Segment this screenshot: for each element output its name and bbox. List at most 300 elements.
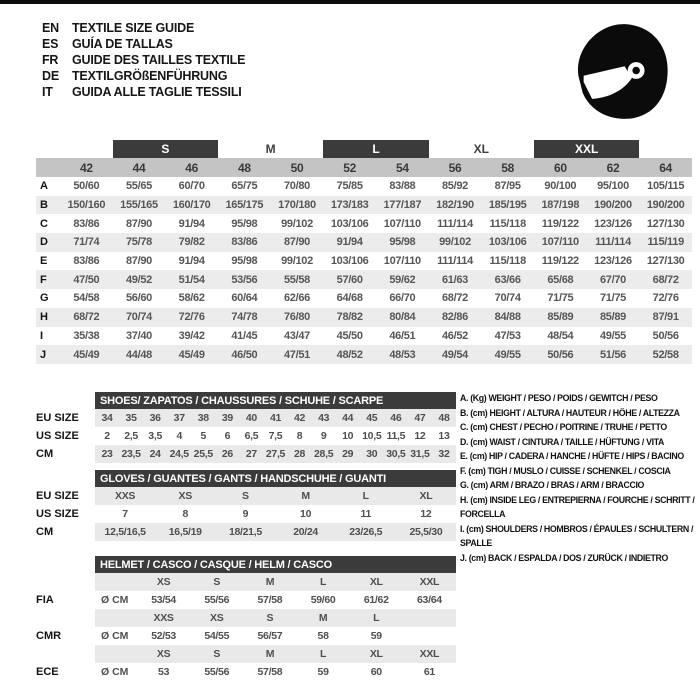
shoes-cm-row — [95, 445, 456, 463]
measure-value: 107/110 — [383, 255, 421, 268]
language-title-list — [42, 20, 245, 100]
size-number: 54 — [395, 160, 409, 175]
size-number: 44 — [132, 160, 146, 175]
measure-value: 103/106 — [330, 217, 369, 230]
table-row-j — [36, 345, 692, 364]
measure-value: 83/88 — [389, 180, 416, 193]
measure-value: 47/50 — [73, 273, 100, 286]
shoe-cm-size: 27 — [245, 448, 257, 460]
measure-value: 99/102 — [439, 236, 471, 249]
measure-value: 54/58 — [73, 292, 100, 305]
measure-value: 48/54 — [547, 329, 574, 342]
measure-value: 70/80 — [283, 180, 310, 193]
shoe-eu-size: 40 — [245, 412, 257, 424]
measure-value: 41/45 — [231, 329, 258, 342]
measure-value: 95/98 — [389, 236, 416, 249]
measure-value: 61/63 — [441, 273, 468, 286]
measure-value: 91/94 — [178, 255, 205, 268]
measure-value: 155/165 — [120, 199, 158, 212]
glove-us-size: 8 — [182, 508, 189, 520]
measure-value: 150/160 — [67, 199, 106, 212]
measure-value: 79/82 — [178, 236, 205, 249]
measure-value: 71/74 — [73, 236, 100, 249]
measure-value: 123/126 — [594, 217, 632, 230]
glove-cm-size: 25,5/30 — [409, 526, 443, 538]
measure-value: 70/74 — [494, 292, 521, 305]
helmet-size-label: M — [265, 648, 275, 660]
helmet-size-value: 61 — [423, 666, 435, 678]
size-group-l: L — [323, 140, 428, 158]
top-border — [0, 0, 700, 4]
measure-value: 95/100 — [597, 180, 629, 193]
glove-cm-size: 12,5/16,5 — [104, 526, 146, 538]
measure-value: 127/130 — [646, 255, 685, 268]
shoe-eu-size: 48 — [438, 412, 450, 424]
lang-title: GUIDA ALLE TAGLIE TESSILI — [72, 85, 242, 99]
measure-value: 85/92 — [441, 180, 468, 193]
legend-item-thigh: F. (cm) TIGH / MUSLO / CUISSE / SCHENKEL / COSCIA — [460, 465, 671, 476]
measure-value: 71/75 — [547, 292, 574, 305]
size-group-xl: XL — [473, 142, 489, 156]
measure-value: 59/62 — [389, 273, 416, 286]
measure-value: 78/82 — [336, 311, 363, 324]
measure-value: 87/90 — [125, 217, 152, 230]
legend-item-weight: A. (Kg) WEIGHT / PESO / POIDS / GEWITCH / PESO — [460, 393, 658, 403]
shoes-us-row — [95, 427, 456, 445]
shoe-cm-size: 30 — [366, 448, 378, 460]
row-letter: J — [40, 348, 47, 361]
helmet-size-label: L — [373, 612, 380, 624]
glove-eu-size: S — [242, 490, 249, 502]
glove-eu-size: XXS — [115, 490, 136, 502]
row-label-fia: FIA — [36, 594, 54, 606]
lang-code: DE — [42, 69, 59, 83]
measure-value: 64/68 — [336, 292, 363, 305]
legend-item-height: B. (cm) HEIGHT / ALTURA / HAUTEUR / HÖHE / ALTEZZA — [460, 407, 680, 418]
size-number: 42 — [79, 160, 93, 175]
size-number: 56 — [448, 160, 462, 175]
measure-value: 85/89 — [547, 311, 574, 324]
size-number: 58 — [501, 160, 515, 175]
shoe-us-size: 13 — [438, 430, 450, 442]
size-group-m: M — [265, 142, 276, 156]
measure-value: 50/56 — [652, 329, 679, 342]
legend-item-arm: G. (cm) ARM / BRAZO / BRAS / ARM / BRACCIO — [460, 480, 645, 490]
measure-value: 115/118 — [489, 217, 526, 230]
gloves-table-title: GLOVES / GUANTES / GANTS / HANDSCHUHE / GUANTI — [95, 470, 456, 487]
helmet-size-label: XS — [156, 648, 171, 660]
measure-value: 49/55 — [599, 329, 626, 342]
shoe-eu-size: 38 — [197, 412, 209, 424]
measurement-legend — [460, 391, 696, 565]
measure-value: 62/66 — [283, 292, 310, 305]
measure-value: 48/52 — [336, 348, 363, 361]
measure-value: 51/56 — [599, 348, 626, 361]
shoe-eu-size: 37 — [173, 412, 185, 424]
measure-value: 68/72 — [652, 273, 679, 286]
legend-item-hip: E. (cm) HIP / CADERA / HANCHE / HÜFTE / HIPS / BACINO — [460, 451, 684, 461]
measure-value: 50/60 — [73, 180, 100, 193]
shoe-eu-size: 36 — [149, 412, 161, 424]
shoe-cm-size: 26 — [221, 448, 233, 460]
measure-value: 185/195 — [488, 199, 527, 212]
measure-value: 60/64 — [231, 292, 258, 305]
measure-value: 99/102 — [281, 217, 313, 230]
glove-us-size: 10 — [300, 508, 312, 520]
shoe-cm-size: 28,5 — [314, 448, 334, 460]
legend-item-waist: D. (cm) WAIST / CINTURA / TAILLE / HÜFTUNG / VITA — [460, 436, 665, 447]
helmet-size-value: 59/60 — [310, 594, 336, 606]
shoe-cm-size: 25,5 — [193, 448, 213, 460]
shoe-cm-size: 30,5 — [386, 448, 406, 460]
helmet-ece-values-row — [95, 663, 456, 681]
shoe-us-size: 2,5 — [124, 430, 138, 442]
measure-value: 95/98 — [231, 255, 258, 268]
shoe-eu-size: 47 — [414, 412, 426, 424]
row-letter: E — [40, 255, 48, 268]
measure-value: 115/119 — [647, 236, 684, 249]
glove-us-size: 11 — [360, 508, 371, 520]
glove-us-size: 7 — [122, 508, 128, 520]
legend-item-inside-leg: H. (cm) INSIDE LEG / ENTREPIERNA / FOURCHE / SCHRITT / FORCELLA — [460, 494, 695, 519]
row-label-cm: CM — [36, 526, 54, 538]
measure-value: 87/90 — [283, 236, 310, 249]
measure-value: 57/60 — [336, 273, 363, 286]
measure-value: 49/55 — [494, 348, 521, 361]
helmet-size-table — [36, 556, 456, 681]
size-number: 64 — [659, 160, 673, 175]
lang-row-fr — [42, 52, 245, 68]
shoe-eu-size: 39 — [221, 412, 233, 424]
glove-eu-size: M — [301, 490, 310, 502]
lang-title: GUIDE DES TAILLES TEXTILE — [72, 53, 246, 67]
helmet-size-label: M — [318, 612, 328, 624]
lang-row-de — [42, 68, 245, 84]
shoe-us-size: 8 — [296, 430, 303, 442]
measure-value: 119/122 — [541, 255, 579, 268]
measure-value: 44/48 — [125, 348, 152, 361]
measure-value: 75/85 — [336, 180, 363, 193]
measure-value: 45/50 — [336, 329, 363, 342]
helmet-size-value: 60 — [370, 666, 382, 678]
shoe-eu-size: 46 — [390, 412, 402, 424]
helmet-size-value: 54/55 — [204, 630, 230, 642]
measure-value: 35/38 — [73, 329, 100, 342]
shoe-cm-size: 32 — [438, 448, 450, 460]
measure-value: 48/53 — [389, 348, 416, 361]
legend-item-shoulders: I. (cm) SHOULDERS / HOMBROS / ÉPAULES / SCHULTERN / SPALLE — [460, 523, 694, 548]
shoe-us-size: 2 — [104, 430, 110, 442]
glove-us-size: 9 — [242, 508, 249, 520]
measure-value: 75/78 — [125, 236, 152, 249]
measure-value: 65/68 — [547, 273, 574, 286]
measure-value: 119/122 — [541, 217, 579, 230]
measure-value: 187/198 — [541, 199, 580, 212]
size-group-header-row — [36, 140, 692, 158]
helmet-cmr-values-row — [95, 627, 456, 645]
shoe-us-size: 10 — [342, 430, 354, 442]
racing-helmet-icon — [570, 18, 675, 123]
textile-size-table — [36, 140, 692, 364]
shoe-cm-size: 23 — [101, 448, 113, 460]
helmet-size-label: S — [213, 648, 221, 660]
shoe-eu-size: 42 — [294, 412, 306, 424]
measure-value: 85/89 — [599, 311, 626, 324]
measure-value: 37/40 — [125, 329, 152, 342]
shoe-cm-size: 24,5 — [169, 448, 189, 460]
measure-value: 49/52 — [125, 273, 152, 286]
helmet-cmr-sizes-row — [95, 609, 456, 627]
size-number: 46 — [185, 160, 199, 175]
glove-eu-size: XL — [419, 490, 433, 502]
lang-code: ES — [42, 37, 59, 51]
gloves-us-row — [95, 505, 456, 523]
measure-value: 55/58 — [283, 273, 310, 286]
diameter-cm-label: Ø CM — [101, 630, 129, 642]
shoe-us-size: 11,5 — [386, 430, 406, 442]
shoe-eu-size: 41 — [269, 412, 282, 424]
diameter-cm-label: Ø CM — [101, 666, 129, 678]
helmet-size-value: 53/54 — [151, 594, 176, 606]
helmet-size-value: 55/56 — [204, 594, 230, 606]
measure-value: 46/51 — [389, 329, 416, 342]
helmet-size-value: 55/56 — [204, 666, 230, 678]
helmet-size-value: 56/57 — [257, 630, 283, 642]
row-letter: A — [40, 180, 48, 193]
shoe-us-size: 9 — [320, 430, 327, 442]
measure-value: 103/106 — [488, 236, 527, 249]
measure-value: 82/86 — [441, 311, 468, 324]
row-label-us-size: US SIZE — [36, 508, 79, 520]
lang-row-es — [42, 36, 245, 52]
glove-cm-size: 18/21,5 — [228, 526, 262, 538]
measure-value: 76/80 — [283, 311, 310, 324]
shoe-cm-size: 31,5 — [410, 448, 430, 460]
spacer — [36, 556, 95, 573]
measure-value: 46/52 — [441, 329, 468, 342]
glove-cm-size: 23/26,5 — [349, 526, 383, 538]
measure-value: 45/49 — [178, 348, 205, 361]
measure-value: 123/126 — [594, 255, 632, 268]
measure-value: 170/180 — [278, 199, 316, 212]
measure-value: 111/114 — [437, 217, 473, 230]
row-letter: G — [40, 292, 49, 305]
row-letter: I — [40, 329, 44, 342]
measure-value: 111/114 — [437, 255, 473, 268]
shoe-cm-size: 23,5 — [121, 448, 141, 460]
measure-value: 68/72 — [441, 292, 468, 305]
shoes-size-table — [36, 392, 456, 463]
measure-value: 72/76 — [652, 292, 679, 305]
table-row-d — [36, 233, 692, 252]
helmet-size-value: 57/58 — [257, 666, 283, 678]
helmet-size-label: S — [213, 576, 221, 588]
helmet-size-label: M — [265, 576, 275, 588]
measure-value: 47/53 — [494, 329, 521, 342]
shoe-cm-size: 28 — [294, 448, 306, 460]
lang-title: TEXTILGRÖßENFÜHRUNG — [72, 69, 228, 83]
table-row-b — [36, 196, 692, 215]
measure-value: 127/130 — [646, 217, 685, 230]
measure-value: 190/200 — [646, 199, 685, 212]
helmet-size-value: 57/58 — [257, 594, 283, 606]
shoe-us-size: 10,5 — [362, 430, 382, 442]
size-number: 50 — [290, 160, 304, 175]
shoe-us-size: 5 — [200, 430, 207, 442]
measure-value: 52/58 — [652, 348, 679, 361]
size-number: 48 — [237, 160, 251, 175]
numeric-sizes-row — [36, 158, 692, 177]
measure-value: 90/100 — [544, 180, 577, 193]
measure-value: 177/187 — [383, 199, 422, 212]
gloves-eu-row — [95, 487, 456, 505]
measure-value: 68/72 — [73, 311, 100, 324]
lang-title: GUÍA DE TALLAS — [72, 37, 173, 51]
measure-value: 83/86 — [73, 217, 100, 230]
spacer — [36, 609, 95, 627]
legend-item-back: J. (cm) BACK / ESPALDA / DOS / ZURÜCK / INDIETRO — [460, 552, 669, 563]
measure-value: 65/75 — [231, 180, 258, 193]
row-letter: B — [40, 199, 48, 212]
spacer — [36, 392, 95, 409]
table-row-f — [36, 270, 692, 289]
helmet-size-label: XL — [369, 576, 383, 588]
size-number: 62 — [606, 160, 620, 175]
measure-value: 115/118 — [489, 255, 526, 268]
glove-us-size: 12 — [420, 508, 432, 520]
lang-code: FR — [42, 53, 59, 67]
gloves-cm-row — [95, 523, 456, 541]
legend-item-chest: C. (cm) CHEST / PECHO / POITRINE / TRUHE / PETTO — [460, 422, 667, 432]
helmet-size-label: S — [266, 612, 274, 624]
glove-cm-size: 16,5/19 — [168, 526, 202, 538]
row-label-cmr: CMR — [36, 630, 62, 642]
measure-value: 84/88 — [494, 311, 521, 324]
helmet-size-label: XXL — [419, 576, 440, 588]
size-number: 60 — [553, 160, 567, 175]
measure-value: 66/70 — [389, 292, 416, 305]
lang-row-en — [42, 20, 245, 36]
row-letter: F — [40, 273, 47, 286]
measure-value: 182/190 — [436, 199, 474, 212]
spacer — [36, 645, 95, 663]
size-group-s: S — [113, 140, 218, 158]
measure-value: 43/47 — [283, 329, 310, 342]
helmet-size-value: 61/62 — [363, 594, 389, 606]
measure-value: 67/70 — [599, 273, 626, 286]
helmet-fia-sizes-row — [95, 573, 456, 591]
gloves-size-table — [36, 470, 456, 541]
table-row-c — [36, 214, 692, 233]
measure-value: 56/60 — [125, 292, 152, 305]
helmet-ece-sizes-row — [95, 645, 456, 663]
measure-value: 72/76 — [178, 311, 205, 324]
measure-value: 45/49 — [73, 348, 100, 361]
glove-eu-size: L — [362, 490, 369, 502]
measure-value: 70/74 — [125, 311, 152, 324]
measure-value: 53/56 — [231, 273, 258, 286]
row-letter: D — [40, 236, 48, 249]
shoe-eu-size: 43 — [318, 412, 330, 424]
shoe-eu-size: 45 — [366, 412, 378, 424]
helmet-size-label: XS — [156, 576, 171, 588]
shoe-cm-size: 29 — [342, 448, 354, 460]
helmet-size-value: 53 — [158, 666, 170, 678]
row-letter: H — [40, 311, 48, 324]
helmet-fia-values-row — [95, 591, 456, 609]
size-number: 52 — [343, 160, 357, 175]
table-row-g — [36, 289, 692, 308]
measure-value: 87/91 — [652, 311, 679, 324]
row-label-cm: CM — [36, 448, 54, 460]
measure-value: 95/98 — [231, 217, 258, 230]
helmet-size-value: 59 — [370, 630, 382, 642]
measure-value: 91/94 — [336, 236, 363, 249]
measure-value: 83/86 — [73, 255, 100, 268]
shoes-eu-row — [95, 409, 456, 427]
glove-eu-size: XS — [178, 490, 192, 502]
measure-value: 74/78 — [231, 311, 258, 324]
measure-value: 105/115 — [647, 180, 685, 193]
measure-value: 165/175 — [225, 199, 264, 212]
lang-row-it — [42, 84, 245, 100]
shoe-eu-size: 34 — [101, 412, 113, 424]
row-label-us-size: US SIZE — [36, 430, 79, 442]
measure-value: 60/70 — [178, 180, 205, 193]
measure-value: 71/75 — [599, 292, 626, 305]
helmet-size-label: L — [320, 648, 327, 660]
shoe-us-size: 7,5 — [268, 430, 283, 442]
helmet-size-value: 59 — [317, 666, 329, 678]
row-label-eu-size: EU SIZE — [36, 412, 79, 424]
shoe-us-size: 12 — [414, 430, 426, 442]
measure-value: 87/95 — [494, 180, 521, 193]
measure-value: 58/62 — [178, 292, 205, 305]
lang-code: IT — [42, 85, 53, 99]
measure-value: 173/183 — [330, 199, 369, 212]
measure-value: 91/94 — [178, 217, 205, 230]
measure-value: 103/106 — [330, 255, 369, 268]
shoe-eu-size: 35 — [125, 412, 137, 424]
helmet-size-label: XL — [369, 648, 383, 660]
helmet-table-title: HELMET / CASCO / CASQUE / HELM / CASCO — [95, 556, 456, 573]
measure-value: 83/86 — [231, 236, 258, 249]
shoe-us-size: 6,5 — [244, 430, 259, 442]
measure-value: 111/114 — [595, 236, 631, 249]
row-letter: C — [40, 217, 48, 230]
measure-value: 49/54 — [441, 348, 468, 361]
shoe-us-size: 6 — [224, 430, 231, 442]
table-row-h — [36, 308, 692, 327]
measure-value: 99/102 — [281, 255, 313, 268]
helmet-size-value: 63/64 — [417, 594, 442, 606]
row-label-ece: ECE — [36, 666, 59, 678]
spacer — [36, 573, 95, 591]
measure-value: 107/110 — [541, 236, 579, 249]
measure-value: 46/50 — [231, 348, 258, 361]
measure-value: 63/66 — [494, 273, 521, 286]
row-label-eu-size: EU SIZE — [36, 490, 79, 502]
table-row-e — [36, 252, 692, 271]
measure-value: 107/110 — [383, 217, 421, 230]
helmet-size-label: XS — [210, 612, 224, 624]
glove-cm-size: 20/24 — [293, 526, 318, 538]
measure-value: 87/90 — [125, 255, 152, 268]
shoe-cm-size: 24 — [149, 448, 161, 460]
measure-value: 80/84 — [389, 311, 416, 324]
measure-value: 39/42 — [178, 329, 205, 342]
lang-code: EN — [42, 21, 59, 35]
